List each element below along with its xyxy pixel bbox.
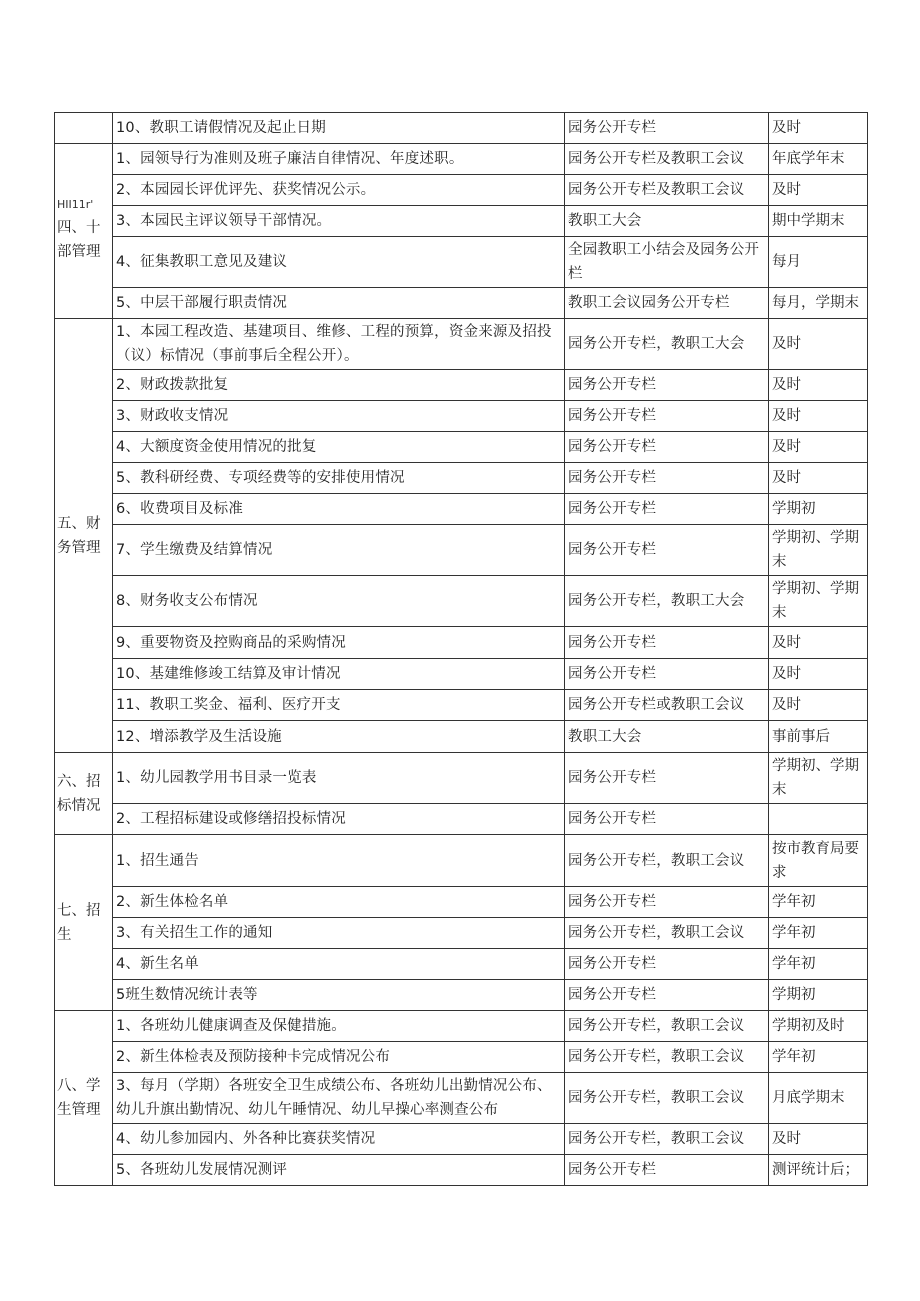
time-cell: 学期初 bbox=[769, 494, 868, 525]
item-cell: 3、财政收支情况 bbox=[113, 401, 565, 432]
item-cell: 3、本园民主评议领导干部情况。 bbox=[113, 206, 565, 237]
method-cell: 园务公开专栏，教职工会议 bbox=[565, 835, 769, 887]
table-row bbox=[55, 525, 868, 576]
table-row bbox=[55, 721, 868, 753]
category-cell bbox=[55, 319, 113, 753]
item-cell: 1、园领导行为准则及班子廉洁自律情况、年度述职。 bbox=[113, 144, 565, 175]
disclosure-table bbox=[54, 112, 868, 1186]
item-cell: 5、教科研经费、专项经费等的安排使用情况 bbox=[113, 463, 565, 494]
table-row bbox=[55, 237, 868, 288]
table-row bbox=[55, 1155, 868, 1186]
method-cell: 园务公开专栏 bbox=[565, 753, 769, 804]
item-cell: 1、招生通告 bbox=[113, 835, 565, 887]
category-label: 五、财务管理 bbox=[57, 515, 101, 556]
item-cell: 1、各班幼儿健康调查及保健措施。 bbox=[113, 1011, 565, 1042]
time-cell: 测评统计后； bbox=[769, 1155, 868, 1186]
method-cell: 园务公开专栏，教职工会议 bbox=[565, 1042, 769, 1073]
table-row bbox=[55, 835, 868, 887]
time-cell: 及时 bbox=[769, 690, 868, 721]
method-cell: 园务公开专栏，教职工会议 bbox=[565, 1073, 769, 1124]
time-cell: 每月，学期末 bbox=[769, 288, 868, 319]
item-cell: 6、收费项目及标准 bbox=[113, 494, 565, 525]
time-cell: 学年初 bbox=[769, 1042, 868, 1073]
time-cell: 及时 bbox=[769, 659, 868, 690]
category-cell bbox=[55, 1011, 113, 1186]
time-cell: 及时 bbox=[769, 627, 868, 659]
time-cell: 及时 bbox=[769, 370, 868, 401]
time-cell: 年底学年末 bbox=[769, 144, 868, 175]
category-cell bbox=[55, 753, 113, 835]
table-row bbox=[55, 690, 868, 721]
method-cell: 园务公开专栏 bbox=[565, 401, 769, 432]
table-row bbox=[55, 627, 868, 659]
item-cell: 4、征集教职工意见及建议 bbox=[113, 237, 565, 288]
table-row bbox=[55, 113, 868, 144]
method-cell: 园务公开专栏 bbox=[565, 370, 769, 401]
time-cell: 学期初、学期末 bbox=[769, 576, 868, 627]
method-cell: 园务公开专栏，教职工会议 bbox=[565, 1011, 769, 1042]
item-cell: 9、重要物资及控购商品的采购情况 bbox=[113, 627, 565, 659]
item-cell: 2、本园园长评优评先、获奖情况公示。 bbox=[113, 175, 565, 206]
table-row bbox=[55, 370, 868, 401]
method-cell: 园务公开专栏 bbox=[565, 804, 769, 835]
category-cell bbox=[55, 113, 113, 144]
item-cell: 5、中层干部履行职责情况 bbox=[113, 288, 565, 319]
time-cell bbox=[769, 804, 868, 835]
method-cell: 园务公开专栏 bbox=[565, 887, 769, 918]
table-row bbox=[55, 319, 868, 370]
method-cell: 园务公开专栏，教职工大会 bbox=[565, 576, 769, 627]
item-cell: 11、教职工奖金、福利、医疗开支 bbox=[113, 690, 565, 721]
table-row bbox=[55, 918, 868, 949]
time-cell: 学年初 bbox=[769, 918, 868, 949]
table-row bbox=[55, 144, 868, 175]
time-cell: 期中学期末 bbox=[769, 206, 868, 237]
time-cell: 及时 bbox=[769, 432, 868, 463]
time-cell: 学年初 bbox=[769, 949, 868, 980]
time-cell: 及时 bbox=[769, 113, 868, 144]
item-cell: 8、财务收支公布情况 bbox=[113, 576, 565, 627]
item-cell: 4、幼儿参加园内、外各种比赛获奖情况 bbox=[113, 1124, 565, 1155]
table-row bbox=[55, 432, 868, 463]
table-row bbox=[55, 980, 868, 1011]
item-cell: 4、新生名单 bbox=[113, 949, 565, 980]
item-cell: 10、基建维修竣工结算及审计情况 bbox=[113, 659, 565, 690]
time-cell: 及时 bbox=[769, 175, 868, 206]
method-cell: 教职工会议园务公开专栏 bbox=[565, 288, 769, 319]
method-cell: 全园教职工小结会及园务公开栏 bbox=[565, 237, 769, 288]
time-cell: 学期初 bbox=[769, 980, 868, 1011]
item-cell: 2、新生体检表及预防接种卡完成情况公布 bbox=[113, 1042, 565, 1073]
item-cell: 1、幼儿园教学用书目录一览表 bbox=[113, 753, 565, 804]
table-row bbox=[55, 949, 868, 980]
method-cell: 园务公开专栏，教职工大会 bbox=[565, 319, 769, 370]
method-cell: 园务公开专栏及教职工会议 bbox=[565, 175, 769, 206]
item-cell: 2、新生体检名单 bbox=[113, 887, 565, 918]
item-cell: 2、财政拨款批复 bbox=[113, 370, 565, 401]
item-cell: 7、学生缴费及结算情况 bbox=[113, 525, 565, 576]
method-cell: 教职工大会 bbox=[565, 206, 769, 237]
method-cell: 园务公开专栏及教职工会议 bbox=[565, 144, 769, 175]
method-cell: 园务公开专栏 bbox=[565, 627, 769, 659]
category-label: 四、十部管理 bbox=[57, 220, 101, 260]
item-cell: 5班生数情况统计表等 bbox=[113, 980, 565, 1011]
category-label: 七、招生 bbox=[57, 902, 101, 943]
table-row bbox=[55, 1042, 868, 1073]
table-row bbox=[55, 1073, 868, 1124]
item-cell: 3、每月（学期）各班安全卫生成绩公布、各班幼儿出勤情况公布、幼儿升旗出勤情况、幼儿午睡情况、幼儿早操心率测查公布 bbox=[113, 1073, 565, 1124]
method-cell: 园务公开专栏或教职工会议 bbox=[565, 690, 769, 721]
item-cell: 12、增添教学及生活设施 bbox=[113, 721, 565, 753]
method-cell: 园务公开专栏 bbox=[565, 494, 769, 525]
method-cell: 教职工大会 bbox=[565, 721, 769, 753]
table-row bbox=[55, 494, 868, 525]
time-cell: 及时 bbox=[769, 1124, 868, 1155]
method-cell: 园务公开专栏 bbox=[565, 980, 769, 1011]
table-row bbox=[55, 887, 868, 918]
table-row bbox=[55, 753, 868, 804]
table-row bbox=[55, 206, 868, 237]
table-row bbox=[55, 576, 868, 627]
method-cell: 园务公开专栏 bbox=[565, 432, 769, 463]
category-cell bbox=[55, 144, 113, 319]
time-cell: 每月 bbox=[769, 237, 868, 288]
time-cell: 学年初 bbox=[769, 887, 868, 918]
table-row bbox=[55, 1124, 868, 1155]
method-cell: 园务公开专栏，教职工会议 bbox=[565, 1124, 769, 1155]
category-label: 六、招标情况 bbox=[57, 773, 101, 814]
item-cell: 5、各班幼儿发展情况测评 bbox=[113, 1155, 565, 1186]
method-cell: 园务公开专栏 bbox=[565, 113, 769, 144]
time-cell: 学期初、学期末 bbox=[769, 753, 868, 804]
category-label: 八、学生管理 bbox=[57, 1078, 101, 1118]
item-cell: 2、工程招标建设或修缮招投标情况 bbox=[113, 804, 565, 835]
method-cell: 园务公开专栏 bbox=[565, 1155, 769, 1186]
time-cell: 月底学期末 bbox=[769, 1073, 868, 1124]
method-cell: 园务公开专栏 bbox=[565, 463, 769, 494]
method-cell: 园务公开专栏 bbox=[565, 949, 769, 980]
category-cell bbox=[55, 835, 113, 1011]
time-cell: 学期初、学期末 bbox=[769, 525, 868, 576]
table-row bbox=[55, 804, 868, 835]
time-cell: 及时 bbox=[769, 401, 868, 432]
item-cell: 4、大额度资金使用情况的批复 bbox=[113, 432, 565, 463]
method-cell: 园务公开专栏 bbox=[565, 659, 769, 690]
item-cell: 10、教职工请假情况及起止日期 bbox=[113, 113, 565, 144]
method-cell: 园务公开专栏 bbox=[565, 525, 769, 576]
table-row bbox=[55, 463, 868, 494]
table-row bbox=[55, 659, 868, 690]
item-cell: 3、有关招生工作的通知 bbox=[113, 918, 565, 949]
time-cell: 及时 bbox=[769, 319, 868, 370]
time-cell: 按市教育局要求 bbox=[769, 835, 868, 887]
time-cell: 事前事后 bbox=[769, 721, 868, 753]
stray-mark: HII11r' bbox=[57, 198, 94, 211]
time-cell: 及时 bbox=[769, 463, 868, 494]
table-row bbox=[55, 175, 868, 206]
table-row bbox=[55, 1011, 868, 1042]
method-cell: 园务公开专栏，教职工会议 bbox=[565, 918, 769, 949]
table-row bbox=[55, 288, 868, 319]
table-row bbox=[55, 401, 868, 432]
time-cell: 学期初及时 bbox=[769, 1011, 868, 1042]
item-cell: 1、本园工程改造、基建项目、维修、工程的预算，资金来源及招投（议）标情况（事前事后全程公开）。 bbox=[113, 319, 565, 370]
